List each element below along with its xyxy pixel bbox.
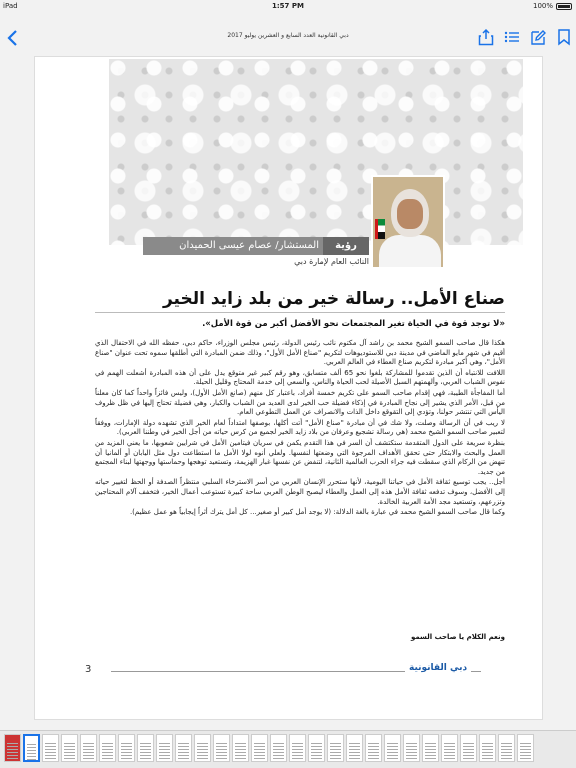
page-thumbnail[interactable] [384,734,401,762]
page-thumbnail[interactable] [156,734,173,762]
page-thumbnail[interactable] [99,734,116,762]
document-title: دبي القانونية العدد السابع و العشرين يوليو 2017 [227,32,349,39]
page-thumbnail-strip[interactable] [0,730,576,768]
paragraph: لا ريب في أن الرسالة وصلت، ولا شك في أن مبادرة "صناع الأمل" أتت أكلها، بوصفها امتداداً لعام الخير الذي تشهده دولة الإمارات، ووفقاً لتعبير صاحب السمو الشيخ محمد (هي رسالة تشجيع وعرفان من بلاد زايد الخير لجميع من كرس حياته من أجل الخير في وطننا العربي). [95,418,505,437]
page-thumbnail[interactable] [80,734,97,762]
page-thumbnail[interactable] [137,734,154,762]
article-body [95,339,505,519]
author-name: المستشار/ عصام عيسى الحميدان [179,240,319,251]
back-chevron-icon[interactable] [4,28,22,48]
paragraph: وكما قال صاحب السمو الشيخ محمد في عبارة بالغة الدلالة: (لا يوجد أمل كبير أو صغير... كل أمل يترك أثراً إيجابياً هو عمل عظيم). [129,508,505,517]
page-thumbnail[interactable] [327,734,344,762]
page-footer [85,661,495,681]
paragraph: اللافت للانتباه أن الذين تقدموا للمشاركة بلغوا نحو 65 ألف متسابق، وهو رقم كبير غير متوقع يدل على أن هذه المبادرة أشعلت الهمم في نفوس الشباب العربي، وألهمتهم السبل الأصيلة لحب الحياة والناس، والسعي إلى خدمة المحتاج وقليل الحيلة. [95,368,506,387]
pull-quote: «لا توجد قوة في الحياة تغير المجتمعات نحو الأفضل أكبر من قوة الأمل». [202,319,505,329]
page-thumbnail[interactable] [61,734,78,762]
page-thumbnail[interactable] [118,734,135,762]
page-thumbnail[interactable] [479,734,496,762]
article-headline: صناع الأمل.. رسالة خير من بلد زايد الخير [162,289,505,309]
paragraph: أجل.. يجب توسيع ثقافة الأمل في حياتنا اليومية، لأنها ستحرر الإنسان العربي من أسر الاسترخاء السلبي منتظراً الصدفة أو الحظ لتغيير حياته إلى الأفضل، وسوف تدفعه ثقافة الأمل هذه إلى العمل والعطاء ليصبح الوطن العربي ساحة كبيرة تستوعب أعمال الخير، فتخفف آلام المحتاجين وتزرعهم، وتستعيد مجد الأمة العربية الخالدة. [95,478,505,506]
page-thumbnail[interactable] [23,734,40,762]
status-bar [0,0,576,12]
paragraph: أما المفاجأة الطيبة، فهي إقدام صاحب السمو على تكريم خمسة أفراد، باعتبار كل منهم (صانع الأمل الأول)، وليس فائزاً واحداً كما كان معلناً من قبل، الأمر الذي يشير إلى نجاح المبادرة في إذكاء فضيلة حب الخير لدى العديد من الشباب والكبار، وهي فضيلة تحتاج إليها في ظل ظروف اليأس التي تنتشر حولنا، وتؤدي إلى التقوقع داخل الذات والانصراف عن العمل التطوعي العام. [95,388,505,417]
author-photo [371,175,445,269]
page-thumbnail[interactable] [403,734,420,762]
page-thumbnail[interactable] [175,734,192,762]
page-thumbnail[interactable] [460,734,477,762]
page-thumbnail[interactable] [308,734,325,762]
decorative-pattern-banner [109,59,523,245]
page-thumbnail[interactable] [4,734,21,762]
page-thumbnail[interactable] [517,734,534,762]
page-number: 3 [85,664,92,675]
page-thumbnail[interactable] [422,734,439,762]
author-title: النائب العام لإمارة دبي [294,257,369,266]
clock: 1:57 PM [272,2,304,10]
device-label: iPad [3,2,18,10]
signoff: ونعم الكلام يا صاحب السمو [410,633,505,641]
page-thumbnail[interactable] [232,734,249,762]
battery-indicator [533,2,572,10]
page-thumbnail[interactable] [42,734,59,762]
magazine-logo: دبي القانونية [405,663,471,673]
flag-icon [375,219,385,239]
annotate-pencil-icon[interactable] [530,28,546,46]
magazine-page [34,56,543,720]
battery-percent: 100% [532,2,553,10]
bookmark-icon[interactable] [556,28,572,46]
share-icon[interactable] [478,28,494,46]
page-thumbnail[interactable] [251,734,268,762]
page-thumbnail[interactable] [270,734,287,762]
page-thumbnail[interactable] [365,734,382,762]
section-tag: رؤية [323,237,369,255]
page-thumbnail[interactable] [346,734,363,762]
headline-divider [95,312,505,313]
paragraph: هكذا قال صاحب السمو الشيخ محمد بن راشد آل مكتوم نائب رئيس الدولة، رئيس مجلس الوزراء، حاكم دبي، حفظه الله في الاحتفال الذي أقيم في شهر مايو الماضي في مدينة دبي للاستوديوهات لتكريم "صناع الأمل الأول"، وذلك ضمن المبادرة التي أطلقها سموه تحت عنوان "صناع الأمل"، وهي أكبر مبادرة لتكريم صناع العطاء في العالم العربي. [95,339,505,367]
toolbar [0,14,576,60]
page-thumbnail[interactable] [213,734,230,762]
paragraph: بنظرة سريعة على الدول المتقدمة ستكتشف أن السر في هذا التقدم يكمن في سريان فيتامين الأمل في شرايين شعوبها، ما يعني المزيد من العمل والبحث والابتكار حتى تحقق الأهداف المرجوة التي وضعتها لنفسها. ولعلي أنوه لولا الأمل ما استطاعت دول مثل اليابان أو ألمانيا أن تنهض من الركام الذي سقطت فيه جراء الحرب العالمية الثانية، لتنفض عن نفسها غبار الهزيمة، وتستعيد توهجها وحماستها ووجهتها لبناء المجتمع من جديد. [95,438,505,476]
page-thumbnail[interactable] [498,734,515,762]
page-thumbnail[interactable] [194,734,211,762]
page-thumbnail[interactable] [441,734,458,762]
byline-bar [143,237,369,255]
table-of-contents-icon[interactable] [504,28,520,46]
battery-icon [556,3,572,10]
page-thumbnail[interactable] [289,734,306,762]
